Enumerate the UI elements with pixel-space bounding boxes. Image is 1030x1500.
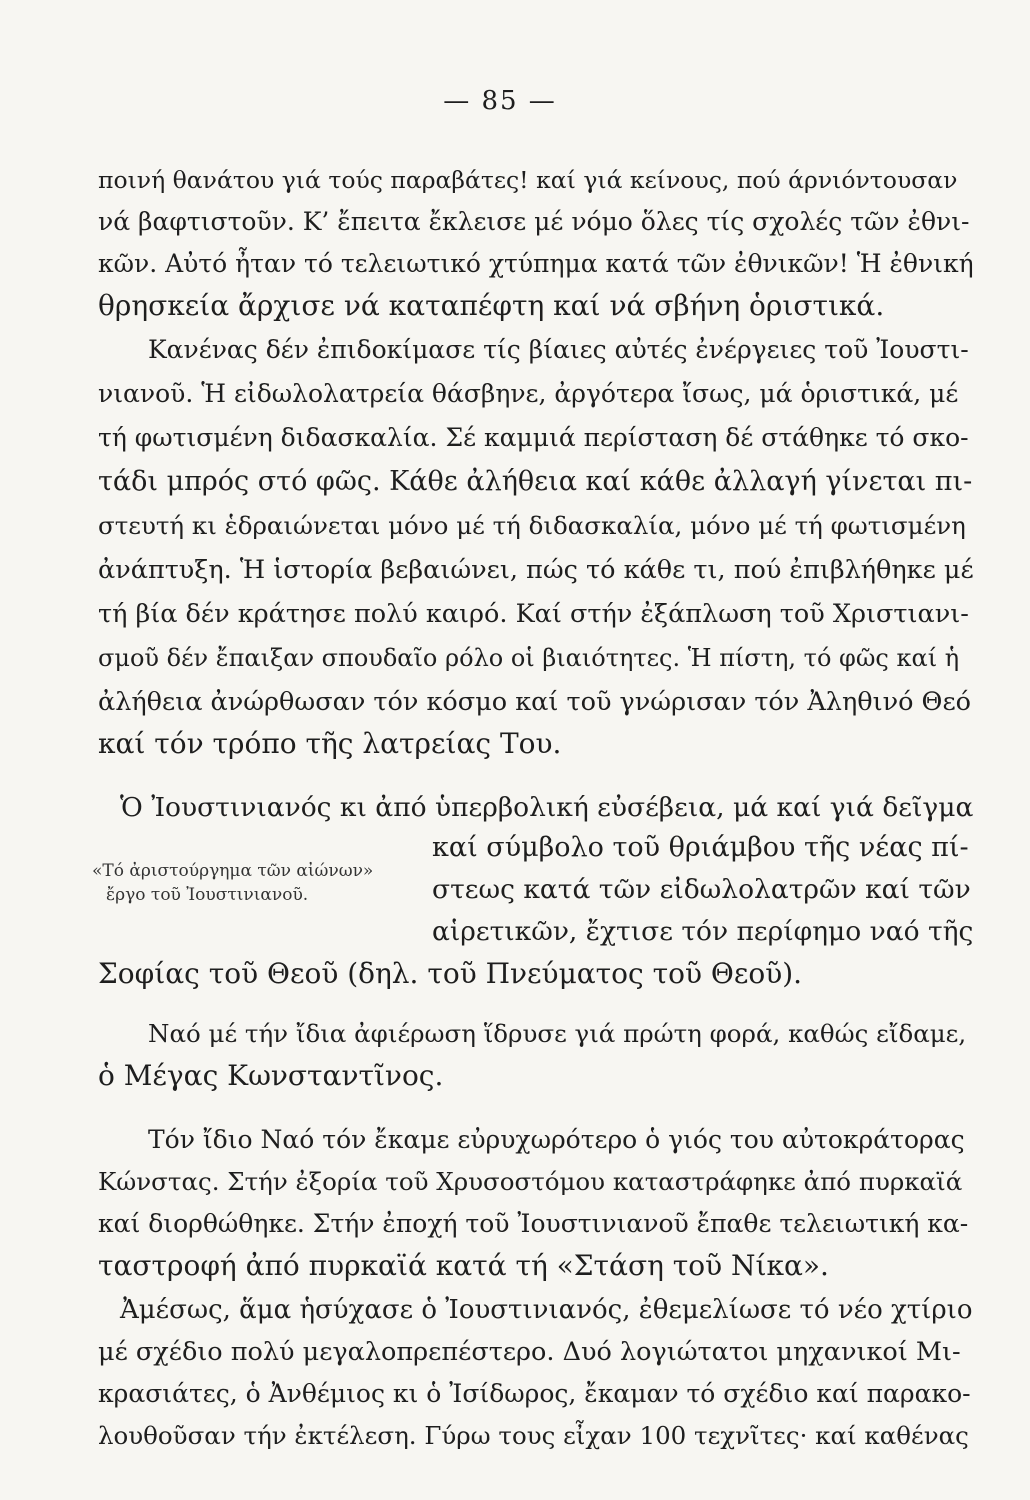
text-line: κρασιάτες, ὁ Ἀνθέμιος κι ὁ Ἰσίδωρος, ἔκαμαν τό σχέδιο καί παρακο- [98, 1379, 971, 1408]
sidenote-line: ἔργο τοῦ Ἰουστινιανοῦ. [106, 885, 309, 905]
text-line: ποινή θανάτου γιά τούς παραβάτες! καί γιά κείνους, πού άρνιόντουσαν [98, 166, 958, 194]
text-line: κῶν. Αὐτό ἦταν τό τελειωτικό χτύπημα κατά τῶν ἐθνικῶν! Ἡ ἐθνική [98, 249, 974, 278]
text-line: ταστροφή ἀπό πυρκαϊά κατά τή «Στάση τοῦ Νίκα». [98, 1249, 829, 1282]
text-line: μέ σχέδιο πολύ μεγαλοπρεπέστερο. Δυό λογιώτατοι μηχανικοί Μι- [98, 1337, 961, 1367]
text-line: καί τόν τρόπο τῆς λατρείας Του. [98, 727, 562, 760]
text-line: Ναό μέ τήν ἴδια ἀφιέρωση ἵδρυσε γιά πρώτη φορά, καθώς εἴδαμε, [148, 1019, 967, 1048]
text-line: Τόν ἴδιο Ναό τόν ἔκαμε εὐρυχωρότερο ὁ γιός του αὐτοκράτορας [148, 1125, 965, 1154]
text-line: Ἀμέσως, ἅμα ἡσύχασε ὁ Ἰουστινιανός, ἐθεμελίωσε τό νέο χτίριο [120, 1295, 973, 1325]
text-line: στευτή κι ἑδραιώνεται μόνο μέ τή διδασκαλία, μόνο μέ τή φωτισμένη [98, 511, 966, 540]
text-line: τάδι μπρός στό φῶς. Κάθε ἀλήθεια καί κάθε ἀλλαγή γίνεται πι- [98, 466, 973, 497]
page-number: — 85 — [443, 86, 557, 116]
text-line: καί σύμβολο τοῦ θριάμβου τῆς νέας πί- [432, 832, 969, 863]
text-line: στεως κατά τῶν εἰδωλολατρῶν καί τῶν [432, 874, 971, 905]
text-line: σμοῦ δέν ἔπαιξαν σπουδαῖο ρόλο οἱ βιαιότητες. Ἡ πίστη, τό φῶς καί ἡ [98, 644, 960, 672]
text-line: Κώνστας. Στήν ἐξορία τοῦ Χρυσοστόμου καταστράφηκε ἀπό πυρκαϊά [98, 1167, 963, 1196]
sidenote-line: «Τό ἀριστούργημα τῶν αἰώνων» [92, 861, 374, 881]
text-line: αἱρετικῶν, ἔχτισε τόν περίφημο ναό τῆς [432, 916, 974, 947]
text-line: ὁ Μέγας Κωνσταντῖνος. [98, 1059, 444, 1092]
text-line: νά βαφτιστοῦν. Κ’ ἔπειτα ἔκλεισε μέ νόμο ὅλες τίς σχολές τῶν ἐθνι- [98, 207, 970, 236]
text-line: τή βία δέν κράτησε πολύ καιρό. Καί στήν ἐξάπλωση τοῦ Χριστιανι- [98, 599, 969, 629]
text-line: ἀνάπτυξη. Ἡ ἱστορία βεβαιώνει, πώς τό κάθε τι, πού ἐπιβλήθηκε μέ [98, 555, 974, 585]
text-line: Κανένας δέν ἐπιδοκίμασε τίς βίαιες αὐτές ἐνέργειες τοῦ Ἰουστι- [148, 335, 969, 364]
text-line: ἀλήθεια ἀνώρθωσαν τόν κόσμο καί τοῦ γνώρισαν τόν Ἀληθινό Θεό [98, 687, 972, 717]
text-line: καί διορθώθηκε. Στήν ἐποχή τοῦ Ἰουστινιανοῦ ἔπαθε τελειωτική κα- [98, 1209, 969, 1238]
text-line: Σοφίας τοῦ Θεοῦ (δηλ. τοῦ Πνεύματος τοῦ Θεοῦ). [98, 957, 803, 990]
text-line: νιανοῦ. Ἡ εἰδωλολατρεία θάσβηνε, ἀργότερα ἴσως, μά ὁριστικά, μέ [98, 379, 959, 408]
text-line: θρησκεία ἄρχισε νά καταπέφτη καί νά σβήνη ὁριστικά. [98, 289, 885, 322]
text-line: Ὁ Ἰουστινιανός κι ἀπό ὑπερβολική εὐσέβεια, μά καί γιά δεῖγμα [120, 792, 974, 823]
text-line: λουθοῦσαν τήν ἐκτέλεση. Γύρω τους εἶχαν 100 τεχνῖτες· καί καθένας [98, 1421, 969, 1450]
text-line: τή φωτισμένη διδασκαλία. Σέ καμμιά περίσταση δέ στάθηκε τό σκο- [98, 423, 969, 452]
